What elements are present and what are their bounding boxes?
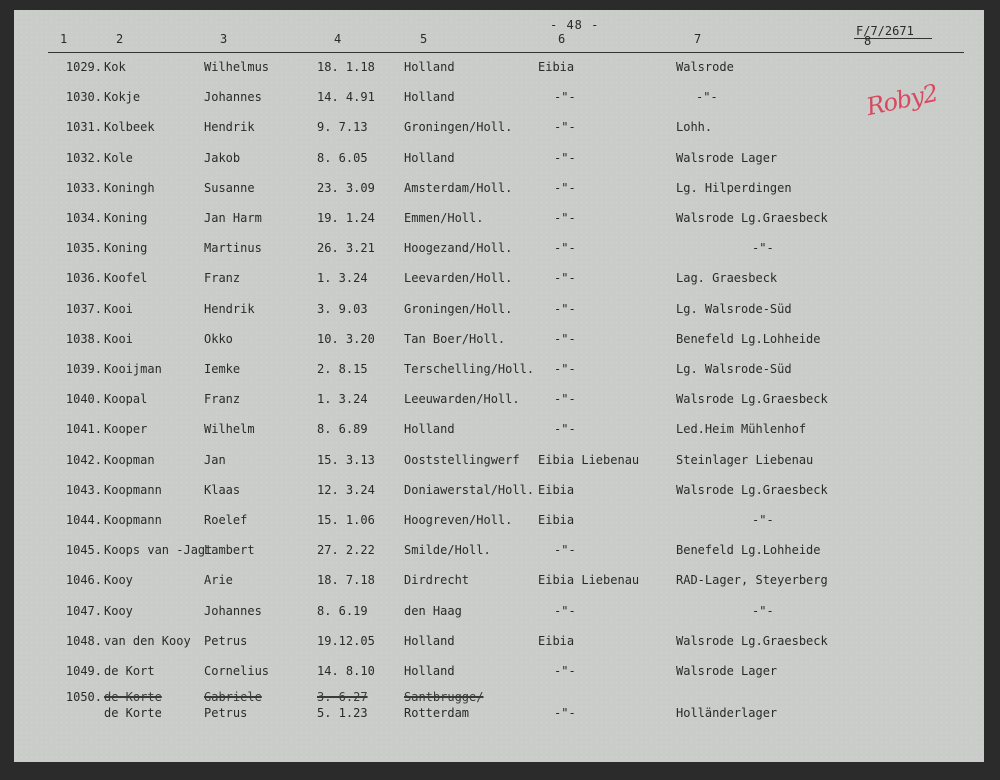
- given-name: Petrus: [204, 706, 248, 720]
- origin: Holland: [404, 633, 455, 648]
- column-number-3: 3: [220, 32, 228, 46]
- surname: Koning: [104, 241, 148, 256]
- record-row: [14, 90, 984, 110]
- origin: Emmen/Holl.: [404, 211, 484, 225]
- record-number: 1049.: [65, 664, 102, 678]
- record-number: 1045.: [65, 543, 102, 558]
- record-number: 1035.: [65, 241, 102, 256]
- page-number: - 48 -: [550, 18, 600, 32]
- place: Lg. Hilperdingen: [676, 180, 792, 195]
- place: -"-: [752, 513, 774, 527]
- surname: Kooy: [104, 573, 133, 588]
- camp: -"-: [554, 392, 576, 407]
- camp: -"-: [554, 706, 576, 720]
- camp: -"-: [554, 331, 576, 346]
- camp: -"-: [554, 120, 576, 135]
- camp: Eibia: [538, 513, 575, 527]
- place: RAD-Lager, Steyerberg: [676, 573, 828, 588]
- place: Walsrode Lg.Graesbeck: [676, 482, 828, 497]
- record-row: [14, 332, 984, 352]
- given-name: Klaas: [204, 482, 241, 497]
- surname: Kooijman: [104, 362, 162, 376]
- birth-date: 18. 1.18: [317, 60, 375, 74]
- record-row: [14, 483, 984, 503]
- given-name: Jan: [204, 452, 226, 467]
- surname: Kooper: [104, 422, 148, 437]
- birth-date: 19.12.05: [317, 633, 375, 648]
- struck-origin: Santbrugge/: [404, 690, 484, 704]
- origin: Groningen/Holl.: [404, 120, 513, 135]
- given-name: Wilhelmus: [204, 60, 270, 74]
- origin: Hoogezand/Holl.: [404, 241, 513, 256]
- record-row: [14, 120, 984, 140]
- given-name: Martinus: [204, 241, 262, 256]
- record-number: 1034.: [65, 211, 102, 225]
- camp: Eibia: [538, 60, 575, 74]
- record-number: 1037.: [65, 301, 102, 316]
- origin: Tan Boer/Holl.: [404, 331, 506, 346]
- origin: den Haag: [404, 603, 462, 618]
- surname: Kooy: [104, 603, 133, 618]
- record-number: 1046.: [65, 573, 102, 588]
- surname: Kole: [104, 150, 133, 165]
- birth-date: 5. 1.23: [317, 706, 368, 720]
- birth-date: 1. 3.24: [317, 271, 368, 286]
- birth-date: 15. 3.13: [317, 452, 375, 467]
- record-row: [14, 543, 984, 563]
- record-row-1050-corrected: [14, 706, 984, 726]
- place: Lag. Graesbeck: [676, 271, 778, 286]
- column-number-5: 5: [420, 32, 428, 46]
- record-row: [14, 302, 984, 322]
- surname: Kokje: [104, 90, 141, 105]
- place: Walsrode Lager: [676, 150, 778, 165]
- surname: van den Kooy: [104, 633, 191, 648]
- origin: Smilde/Holl.: [404, 543, 491, 558]
- record-row: [14, 513, 984, 533]
- surname: de Kort: [104, 664, 155, 678]
- birth-date: 1. 3.24: [317, 392, 368, 407]
- place: -"-: [752, 241, 774, 256]
- camp: -"-: [554, 543, 576, 558]
- record-number: 1041.: [65, 422, 102, 437]
- record-row: [14, 422, 984, 442]
- origin: Holland: [404, 60, 455, 74]
- origin: Holland: [404, 664, 455, 678]
- origin: Groningen/Holl.: [404, 301, 513, 316]
- birth-date: 19. 1.24: [317, 211, 375, 225]
- record-number: 1048.: [65, 633, 102, 648]
- red-handwritten-mark: Roby2: [863, 78, 940, 122]
- surname: Koopman: [104, 452, 155, 467]
- record-row: [14, 362, 984, 382]
- birth-date: 12. 3.24: [317, 482, 375, 497]
- record-number: 1042.: [65, 452, 102, 467]
- record-number: 1032.: [65, 150, 102, 165]
- origin: Holland: [404, 90, 455, 105]
- birth-date: 3. 9.03: [317, 301, 368, 316]
- surname: Kooi: [104, 301, 133, 316]
- surname: Koofel: [104, 271, 148, 286]
- birth-date: 2. 8.15: [317, 362, 368, 376]
- camp: -"-: [554, 603, 576, 618]
- given-name: Okko: [204, 331, 233, 346]
- camp: -"-: [554, 301, 576, 316]
- given-name: Johannes: [204, 603, 262, 618]
- camp: -"-: [554, 362, 576, 376]
- origin: Terschelling/Holl.: [404, 362, 535, 376]
- given-name: Petrus: [204, 633, 248, 648]
- column-number-2: 2: [116, 32, 124, 46]
- place: Walsrode Lg.Graesbeck: [676, 633, 828, 648]
- camp: Eibia Liebenau: [538, 452, 640, 467]
- reference-code: F/7/2671: [856, 24, 914, 38]
- surname: Koningh: [104, 180, 155, 195]
- origin: Leevarden/Holl.: [404, 271, 513, 286]
- given-name: Iemke: [204, 362, 241, 376]
- surname: Koopal: [104, 392, 148, 407]
- given-name: Roelef: [204, 513, 248, 527]
- record-row: [14, 573, 984, 593]
- birth-date: 27. 2.22: [317, 543, 375, 558]
- birth-date: 14. 4.91: [317, 90, 375, 105]
- camp: -"-: [554, 90, 576, 105]
- camp: -"-: [554, 664, 576, 678]
- origin: Holland: [404, 422, 455, 437]
- birth-date: 8. 6.89: [317, 422, 368, 437]
- given-name: Wilhelm: [204, 422, 255, 437]
- place: Benefeld Lg.Lohheide: [676, 331, 821, 346]
- place: Benefeld Lg.Lohheide: [676, 543, 821, 558]
- record-number: 1044.: [65, 513, 102, 527]
- record-number: 1039.: [65, 362, 102, 376]
- camp: Eibia: [538, 482, 575, 497]
- place: Walsrode: [676, 60, 734, 74]
- camp: Eibia: [538, 633, 575, 648]
- place: -"-: [752, 603, 774, 618]
- surname: de Korte: [104, 706, 162, 720]
- given-name: Jakob: [204, 150, 241, 165]
- given-name: Jan Harm: [204, 211, 262, 225]
- birth-date: 18. 7.18: [317, 573, 375, 588]
- origin: Ooststellingwerf: [404, 452, 520, 467]
- camp: -"-: [554, 241, 576, 256]
- birth-date: 9. 7.13: [317, 120, 368, 135]
- record-row: [14, 271, 984, 291]
- record-row: [14, 392, 984, 412]
- record-row: [14, 211, 984, 231]
- record-row: [14, 664, 984, 684]
- record-number: 1033.: [65, 180, 102, 195]
- surname: Kolbeek: [104, 120, 155, 135]
- record-number: 1038.: [65, 331, 102, 346]
- record-row: [14, 60, 984, 80]
- surname: Koopmann: [104, 482, 162, 497]
- record-row: [14, 453, 984, 473]
- place: Walsrode Lg.Graesbeck: [676, 392, 828, 407]
- column-number-7: 7: [694, 32, 702, 46]
- origin: Holland: [404, 150, 455, 165]
- place: Holländerlager: [676, 706, 778, 720]
- given-name: Lambert: [204, 543, 255, 558]
- record-row: [14, 181, 984, 201]
- struck-surname: de Korte: [104, 690, 162, 704]
- origin: Amsterdam/Holl.: [404, 180, 513, 195]
- place: Lohh.: [676, 120, 713, 135]
- surname: Kooi: [104, 331, 133, 346]
- place: Lg. Walsrode-Süd: [676, 362, 792, 376]
- column-number-4: 4: [334, 32, 342, 46]
- camp: -"-: [554, 150, 576, 165]
- column-number-8: 8: [864, 34, 872, 48]
- camp: -"-: [554, 271, 576, 286]
- given-name: Hendrik: [204, 301, 255, 316]
- record-number: 1043.: [65, 482, 102, 497]
- birth-date: 23. 3.09: [317, 180, 375, 195]
- camp: -"-: [554, 211, 576, 225]
- surname: Koning: [104, 211, 148, 225]
- origin: Leeuwarden/Holl.: [404, 392, 520, 407]
- record-row: [14, 241, 984, 261]
- place: -"-: [696, 90, 718, 105]
- birth-date: 26. 3.21: [317, 241, 375, 256]
- origin: Hoogreven/Holl.: [404, 513, 513, 527]
- place: Led.Heim Mühlenhof: [676, 422, 807, 437]
- record-number: 1047.: [65, 603, 102, 618]
- given-name: Susanne: [204, 180, 255, 195]
- place: Steinlager Liebenau: [676, 452, 814, 467]
- origin: Doniawerstal/Holl.: [404, 482, 535, 497]
- header-rule: [48, 52, 964, 53]
- record-number: 1031.: [65, 120, 102, 135]
- document-sheet: [14, 10, 984, 762]
- birth-date: 15. 1.06: [317, 513, 375, 527]
- struck-birth-date: 3. 6.27: [317, 690, 368, 704]
- given-name: Franz: [204, 392, 241, 407]
- record-number: 1040.: [65, 392, 102, 407]
- given-name: Hendrik: [204, 120, 255, 135]
- birth-date: 14. 8.10: [317, 664, 375, 678]
- struck-given-name: Gabriele: [204, 690, 262, 704]
- birth-date: 8. 6.19: [317, 603, 368, 618]
- record-row: [14, 151, 984, 171]
- given-name: Franz: [204, 271, 241, 286]
- camp: -"-: [554, 422, 576, 437]
- origin: Dirdrecht: [404, 573, 470, 588]
- birth-date: 10. 3.20: [317, 331, 375, 346]
- camp: Eibia Liebenau: [538, 573, 640, 588]
- record-number: 1050.: [65, 690, 102, 704]
- given-name: Arie: [204, 573, 233, 588]
- record-row: [14, 634, 984, 654]
- record-number: 1036.: [65, 271, 102, 286]
- record-number: 1030.: [65, 90, 102, 105]
- column-number-1: 1: [60, 32, 68, 46]
- surname: Koopmann: [104, 513, 162, 527]
- column-number-6: 6: [558, 32, 566, 46]
- camp: -"-: [554, 180, 576, 195]
- place: Lg. Walsrode-Süd: [676, 301, 792, 316]
- given-name: Cornelius: [204, 664, 270, 678]
- place: Walsrode Lager: [676, 664, 778, 678]
- surname: Kok: [104, 60, 126, 74]
- record-number: 1029.: [65, 60, 102, 74]
- surname: Koops van -Jagt: [104, 543, 213, 558]
- given-name: Johannes: [204, 90, 262, 105]
- record-row: [14, 604, 984, 624]
- origin: Rotterdam: [404, 706, 470, 720]
- birth-date: 8. 6.05: [317, 150, 368, 165]
- place: Walsrode Lg.Graesbeck: [676, 211, 828, 225]
